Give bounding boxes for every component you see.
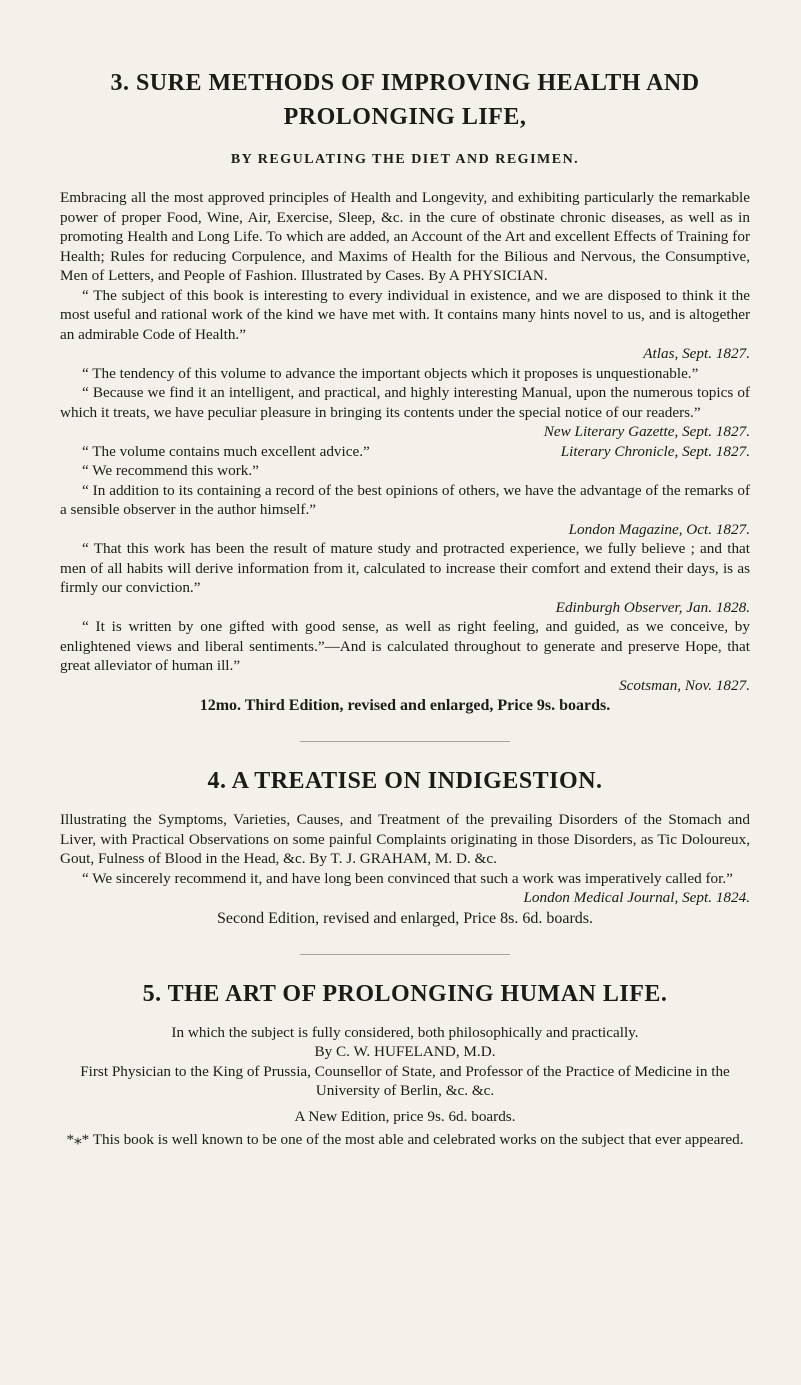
section3-description: Embracing all the most approved principles of Health and Longevity, and exhibiting particularly the remarkable power of proper Food, Wine, Air, Exercise, Sleep, &c. in the cure of obstinate chronic diseases, as well as in promoting Health and Long Life. To which are added, an Account of the Art and excellent Effects of Training for Health; Rules for reducing Corpulence, and Maxims of Health for the Bilious and Nervous, the Consumptive, Men of Letters, and People of Fashion. Illustrated by Cases. By A PHYSICIAN. — [60, 189, 750, 284]
section3-quote5: “ That this work has been the result of mature study and protracted experience, we fully believe ; and that men of all habits will derive information from it, calculated to increase their comfort and extend their days, is as firmly our conviction.” — [60, 540, 750, 596]
section3-quote5-cite: Edinburgh Observer, Jan. 1828. — [555, 598, 750, 616]
section5-title: 5. THE ART OF PROLONGING HUMAN LIFE. — [142, 980, 668, 1007]
section3-quote3-cite: Literary Chronicle, Sept. 1827. — [560, 442, 750, 460]
section4-edition: Second Edition, revised and enlarged, Price 8s. 6d. boards. — [216, 909, 594, 927]
section4-quote: “ We sincerely recommend it, and have long been convinced that such a work was imperatively called for.” — [82, 869, 733, 887]
section3-quote6-cite: Scotsman, Nov. 1827. — [619, 676, 750, 694]
section3-quote4a: “ We recommend this work.” — [82, 462, 259, 479]
section3-quote6: “ It is written by one gifted with good sense, as well as right feeling, and guided, as we conceive, by enlightened views and liberal sentiments.”—And is calculated throughout to generate and preserve Hope, that great alleviator of human ill.” — [60, 618, 750, 674]
section3-quote1-cite: Atlas, Sept. 1827. — [643, 345, 750, 362]
section5-author: By C. W. HUFELAND, M.D. — [314, 1043, 496, 1060]
section3-quote4-cite: London Magazine, Oct. 1827. — [568, 520, 750, 538]
section5-edition: A New Edition, price 9s. 6d. boards. — [294, 1107, 516, 1125]
section3-quote3-row — [60, 442, 750, 462]
section3-title-line2: PROLONGING LIFE, — [283, 104, 527, 130]
section3-quote1: “ The subject of this book is interesting to every individual in existence, and we are disposed to think it the most useful and rational work of the kind we have met with. It contains many hints novel to us, and is altogether an admirable Code of Health.” — [60, 286, 750, 343]
section-divider — [300, 741, 510, 742]
section3-quote4b: “ In addition to its containing a record of the best opinions of others, we have the advantage of the remarks of a sensible observer in the author himself.” — [60, 481, 750, 518]
section3-quote2b: “ Because we find it an intelligent, and practical, and highly interesting Manual, upon the numerous topics of which it treats, we have peculiar pleasure in bringing its contents under the special notice of our readers.” — [60, 384, 750, 421]
section4-quote-cite: London Medical Journal, Sept. 1824. — [523, 889, 750, 906]
section5-line1: In which the subject is fully considered, both philosophically and practically. — [171, 1023, 639, 1041]
section-divider — [300, 954, 510, 955]
section3-quote3: “ The volume contains much excellent advice.” — [82, 442, 370, 460]
section3-subtitle: BY REGULATING THE DIET AND REGIMEN. — [230, 152, 580, 167]
section5-note: *⁎* This book is well known to be one of the most able and celebrated works on the subject that ever appeared. — [66, 1131, 744, 1148]
advertisement-page — [60, 66, 750, 1150]
section3-quote2a: “ The tendency of this volume to advance the important objects which it proposes is unquestionable.” — [82, 364, 699, 382]
section5-line3: First Physician to the King of Prussia, Counsellor of State, and Professor of the Practice of Medicine in the University of Berlin, &c. &c. — [80, 1062, 730, 1099]
section3-quote2-cite: New Literary Gazette, Sept. 1827. — [543, 423, 750, 440]
section3-edition: 12mo. Third Edition, revised and enlarged, Price 9s. boards. — [199, 697, 611, 714]
section4-title: 4. A TREATISE ON INDIGESTION. — [207, 768, 603, 794]
section4-description: Illustrating the Symptoms, Varieties, Causes, and Treatment of the prevailing Disorders of the Stomach and Liver, with Practical Observations on some painful Complaints originating in those Disorders, as Tic Doloureux, Gout, Fulness of Blood in the Head, &c. By T. J. GRAHAM, M. D. &c. — [60, 811, 750, 867]
section3-title-line1: 3. SURE METHODS OF IMPROVING HEALTH AND — [110, 70, 700, 96]
